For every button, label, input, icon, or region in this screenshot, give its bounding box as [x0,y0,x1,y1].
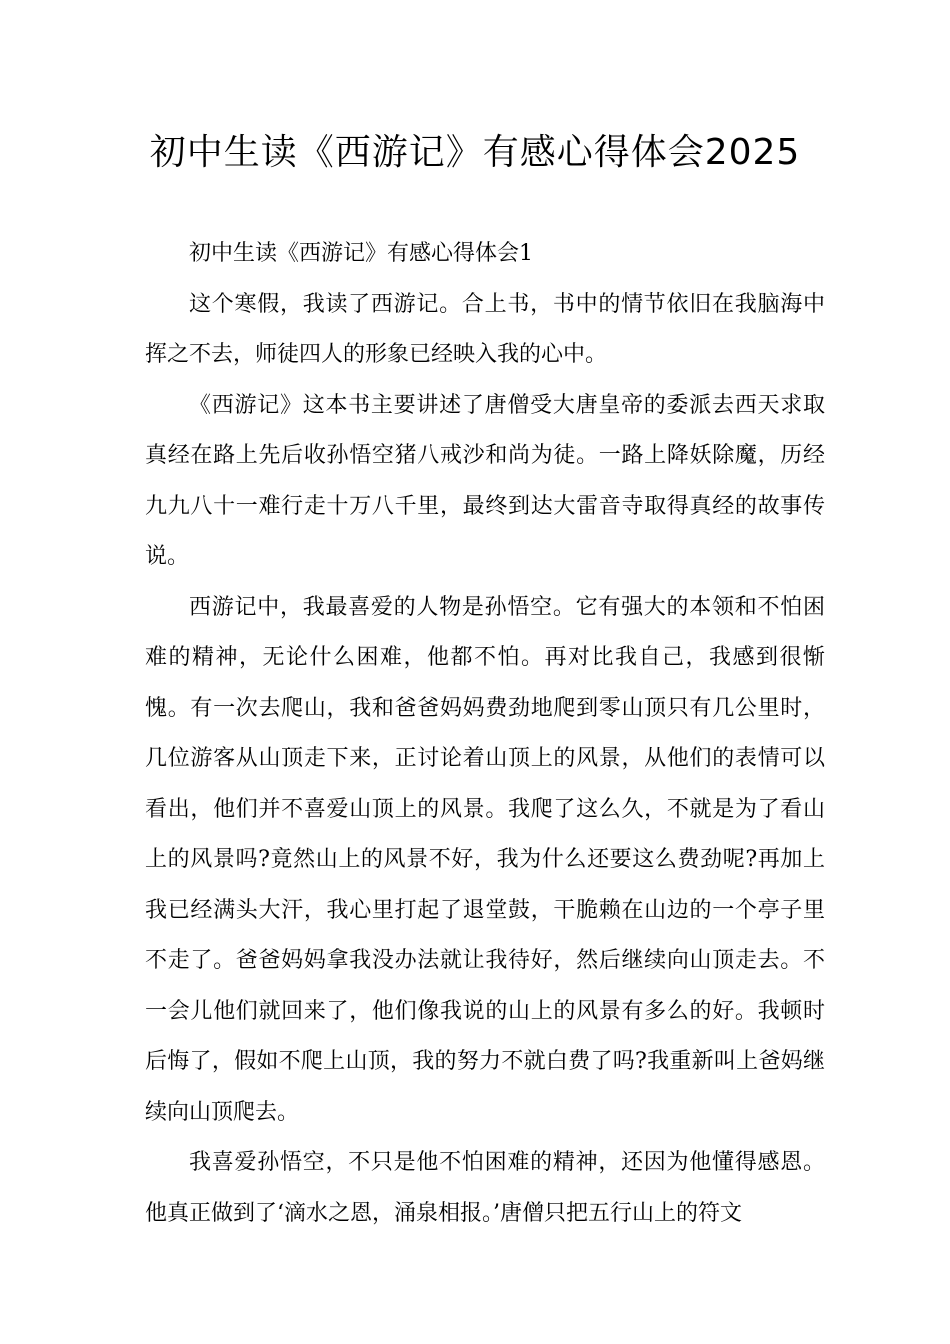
document-body [145,229,825,1239]
document-title: 初中生读《西游记》有感心得体会2025 [149,132,801,173]
subheading-paragraph: 初中生读《西游记》有感心得体会1 [189,241,533,266]
body-paragraph: 西游记中，我最喜爱的人物是孙悟空。它有强大的本领和不怕困难的精神，无论什么困难，他都不怕。再对比我自己，我感到很惭愧。有一次去爬山，我和爸爸妈妈费劲地爬到零山顶只有几公里时，几位游客从山顶走下来，正讨论着山顶上的风景，从他们的表情可以看出，他们并不喜爱山顶上的风景。我爬了这么久，不就是为了看山上的风景吗?竟然山上的风景不好，我为什么还要这么费劲呢?再加上我已经满头大汗，我心里打起了退堂鼓，干脆赖在山边的一个亭子里不走了。爸爸妈妈拿我没办法就让我待好，然后继续向山顶走去。不一会儿他们就回来了，他们像我说的山上的风景有多么的好。我顿时后悔了，假如不爬上山顶，我的努力不就白费了吗?我重新叫上爸妈继续向山顶爬去。 [145,594,825,1125]
body-paragraph: 《西游记》这本书主要讲述了唐僧受大唐皇帝的委派去西天求取真经在路上先后收孙悟空猪八戒沙和尚为徒。一路上降妖除魔，历经九九八十一难行走十万八千里，最终到达大雷音寺取得真经的故事传说。 [145,392,825,569]
body-paragraph: 我喜爱孙悟空，不只是他不怕困难的精神，还因为他懂得感恩。他真正做到了‘滴水之恩，涌泉相报。’唐僧只把五行山上的符文 [145,1150,825,1226]
body-paragraph: 这个寒假，我读了西游记。合上书，书中的情节依旧在我脑海中挥之不去，师徒四人的形象已经映入我的心中。 [145,291,825,367]
